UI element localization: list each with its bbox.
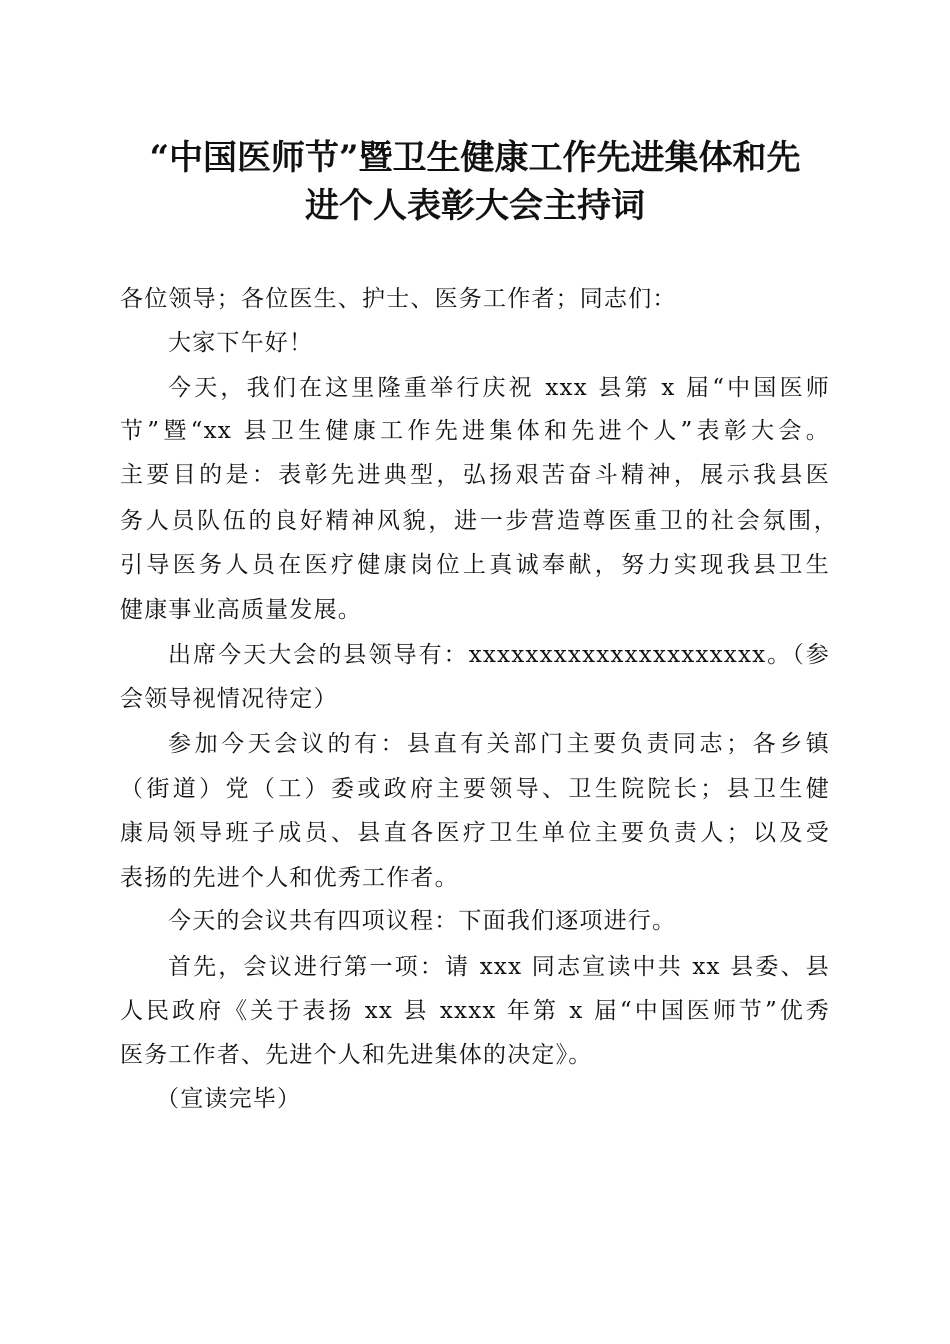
- paragraph-line: 出席今天大会的县领导有：xxxxxxxxxxxxxxxxxxxxx。（参: [168, 642, 830, 668]
- greeting: 大家下午好！: [168, 330, 314, 356]
- salutation: 各位领导；各位医生、护士、医务工作者；同志们：: [120, 286, 677, 312]
- paragraph-line: 今天的会议共有四项议程：下面我们逐项进行。: [168, 908, 677, 934]
- paragraph-line: 主要目的是：表彰先进典型，弘扬艰苦奋斗精神，展示我县医: [120, 462, 830, 488]
- paragraph-line: 首先，会议进行第一项：请 xxx 同志宣读中共 xx 县委、县: [168, 954, 830, 980]
- paragraph-line: （街道）党（工）委或政府主要领导、卫生院院长；县卫生健: [120, 776, 830, 802]
- paragraph-line: 表扬的先进个人和优秀工作者。: [120, 865, 459, 891]
- paragraph-line: 务人员队伍的良好精神风貌，进一步营造尊医重卫的社会氛围，: [120, 508, 838, 534]
- paragraph-line: 医务工作者、先进个人和先进集体的决定》。: [120, 1042, 593, 1068]
- paragraph-line: 康局领导班子成员、县直各医疗卫生单位主要负责人；以及受: [120, 820, 830, 846]
- stage-direction: （宣读完毕）: [156, 1086, 302, 1112]
- paragraph-line: 健康事业高质量发展。: [120, 597, 362, 623]
- paragraph-line: 今天，我们在这里隆重举行庆祝 xxx 县第 x 届“中国医师: [168, 375, 830, 401]
- paragraph-line: 节”暨“xx 县卫生健康工作先进集体和先进个人”表彰大会。: [120, 418, 830, 444]
- paragraph-line: 人民政府《关于表扬 xx 县 xxxx 年第 x 届“中国医师节”优秀: [120, 998, 830, 1024]
- paragraph-line: 引导医务人员在医疗健康岗位上真诚奉献，努力实现我县卫生: [120, 552, 830, 578]
- paragraph-line: 会领导视情况待定）: [120, 686, 338, 712]
- document-title-line-1: “中国医师节”暨卫生健康工作先进集体和先: [149, 138, 801, 178]
- paragraph-line: 参加今天会议的有：县直有关部门主要负责同志；各乡镇: [168, 731, 830, 757]
- document-title-line-2: 进个人表彰大会主持词: [305, 186, 645, 226]
